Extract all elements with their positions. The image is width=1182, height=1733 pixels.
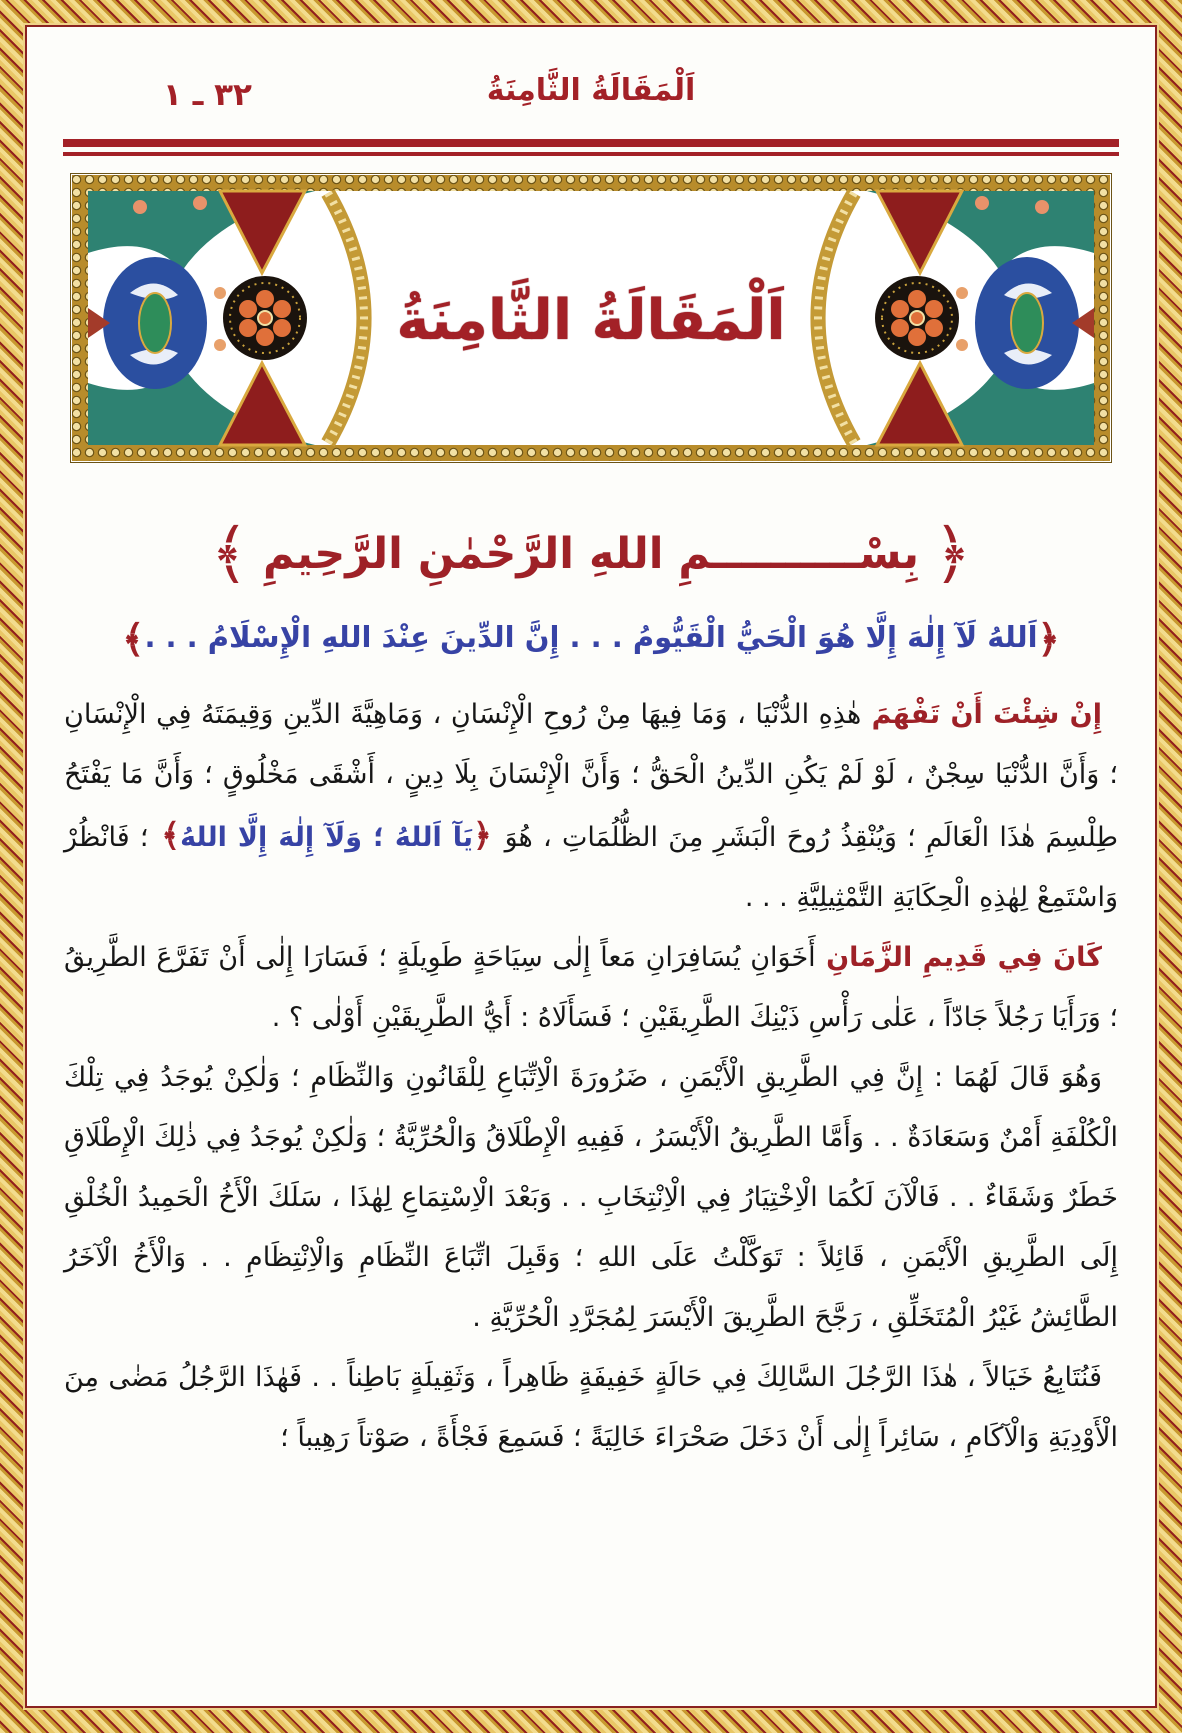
paragraph: [64, 1048, 1118, 1348]
paragraph: [64, 1348, 1118, 1468]
ornament-bracket-open: ﴿: [933, 515, 972, 592]
paragraph-lead: إِنْ شِئْتَ أَنْ تَفْهَمَ: [861, 699, 1102, 730]
header-rule-thick: [63, 139, 1119, 147]
running-title: اَلْمَقَالَةُ الثَّامِنَةُ: [486, 73, 696, 108]
quote-bracket-close: ﴾: [148, 816, 181, 854]
page-number: ٣٢ ـ ١: [163, 77, 252, 113]
verse-bracket-close: ﴾: [122, 617, 145, 661]
page-header: [85, 73, 1097, 125]
chapter-title: اَلْمَقَالَةُ الثَّامِنَةُ: [396, 287, 786, 353]
verse-text: اَللهُ لَآ إِلٰهَ إِلَّا هُوَ الْحَيُّ الْقَيُّومُ . . . إِنَّ الدِّينَ عِنْدَ اللهِ الْإِسْلَامُ . . .: [144, 620, 1038, 654]
header-rule-thin: [63, 152, 1119, 156]
inline-quote: يَآ اَللهُ ؛ وَلَآ إِلٰهَ إِلَّا اللهُ: [180, 822, 474, 853]
basmala: [23, 515, 1159, 592]
paragraph-text: أَخَوَانِ يُسَافِرَانِ مَعاً إِلٰى سِيَاحَةٍ طَوِيلَةٍ ؛ فَسَارَا إِلٰى أَنْ تَفَرَّعَ الطَّرِيقُ ؛ وَرَأَيَا رَجُلاً جَادّاً ، عَلٰى رَأْسِ ذَيْنِكَ الطَّرِيقَيْنِ ؛ فَسَأَلَاهُ : أَيُّ الطَّرِيقَيْنِ أَوْلٰى ؟ .: [64, 942, 1118, 1033]
body-text: [64, 685, 1118, 1468]
paragraph-text: هٰذِهِ الدُّنْيَا ، وَمَا فِيهَا مِنْ رُوحِ الْإِنْسَانِ ، وَمَاهِيَّةَ الدِّينِ وَقِيمَتَهُ فِي الْإِنْسَانِ ؛ وَأَنَّ الدُّنْيَا سِجْنٌ ، لَوْ لَمْ يَكُنِ الدِّينُ الْحَقُّ ؛ وَأَنَّ الْإِنْسَانَ بِلَا دِينٍ ، أَشْقَى مَخْلُوقٍ ؛ وَأَنَّ مَا يَفْتَحُ طِلْسِمَ هٰذَا الْعَالَمِ ؛ وَيُنْقِذُ رُوحَ الْبَشَرِ مِنَ الظُّلُمَاتِ ، هُوَ: [64, 699, 1118, 853]
verse-bracket-open: ﴿: [1037, 617, 1060, 661]
paragraph-text: فَنُتَابِعُ خَيَالاً ، هٰذَا الرَّجُلَ السَّالِكَ فِي حَالَةٍ خَفِيفَةٍ ظَاهِراً ، وَثَقِيلَةٍ بَاطِناً . . فَهٰذَا الرَّجُلُ مَضٰى مِنَ الْأَوْدِيَةِ وَالْآكَامِ ، سَائِراً إِلٰى أَنْ دَخَلَ صَحْرَاءَ خَالِيَةً ؛ فَسَمِعَ فَجْأَةً ، صَوْتاً رَهِيباً ؛: [64, 1362, 1118, 1453]
page-body: [23, 23, 1159, 1710]
basmala-text: بِسْــــــــــمِ اللهِ الرَّحْمٰنِ الرَّحِيمِ: [262, 529, 920, 579]
paragraph: [64, 685, 1118, 928]
illuminated-headpiece: [70, 173, 1112, 463]
paragraph-text: وَهُوَ قَالَ لَهُمَا : إِنَّ فِي الطَّرِيقِ الْأَيْمَنِ ، ضَرُورَةَ الْاِتِّبَاعِ لِلْقَانُونِ وَالنِّظَامِ ؛ وَلٰكِنْ يُوجَدُ فِي تِلْكَ الْكُلْفَةِ أَمْنٌ وَسَعَادَةٌ . . وَأَمَّا الطَّرِيقُ الْأَيْسَرُ ، فَفِيهِ الْإِطْلَاقُ وَالْحُرِّيَّةُ ؛ وَلٰكِنْ يُوجَدُ فِي ذٰلِكَ الْإِطْلَاقِ خَطَرٌ وَشَقَاءٌ . . فَالْآنَ لَكُمَا الْاِخْتِيَارُ فِي الْاِنْتِخَابِ . . وَبَعْدَ الْاِسْتِمَاعِ لِهٰذَا ، سَلَكَ الْأَخُ الْحَمِيدُ الْخُلْقِ إِلَى الطَّرِيقِ الْأَيْمَنِ ، قَائِلاً : تَوَكَّلْتُ عَلَى اللهِ ؛ وَقَبِلَ اتِّبَاعَ النِّظَامِ وَالْاِنْتِظَامِ . . وَالْأَخُ الْآخَرُ الطَّائِشُ غَيْرُ الْمُتَخَلِّقِ ، رَجَّحَ الطَّرِيقَ الْأَيْسَرَ لِمُجَرَّدِ الْحُرِّيَّةِ .: [64, 1062, 1118, 1333]
paragraph-text: ؛ فَانْظُرْ وَاسْتَمِعْ لِهٰذِهِ الْحِكَايَةِ التَّمْثِيلِيَّةِ . . .: [64, 822, 1118, 913]
quran-verse: [23, 617, 1159, 661]
ornament-bracket-close: ﴾: [210, 515, 249, 592]
header-rule: [63, 139, 1119, 156]
quote-bracket-open: ﴿: [473, 816, 505, 854]
paragraph: [64, 928, 1118, 1048]
paragraph-lead: كَانَ فِي قَدِيمِ الزَّمَانِ: [815, 942, 1102, 973]
